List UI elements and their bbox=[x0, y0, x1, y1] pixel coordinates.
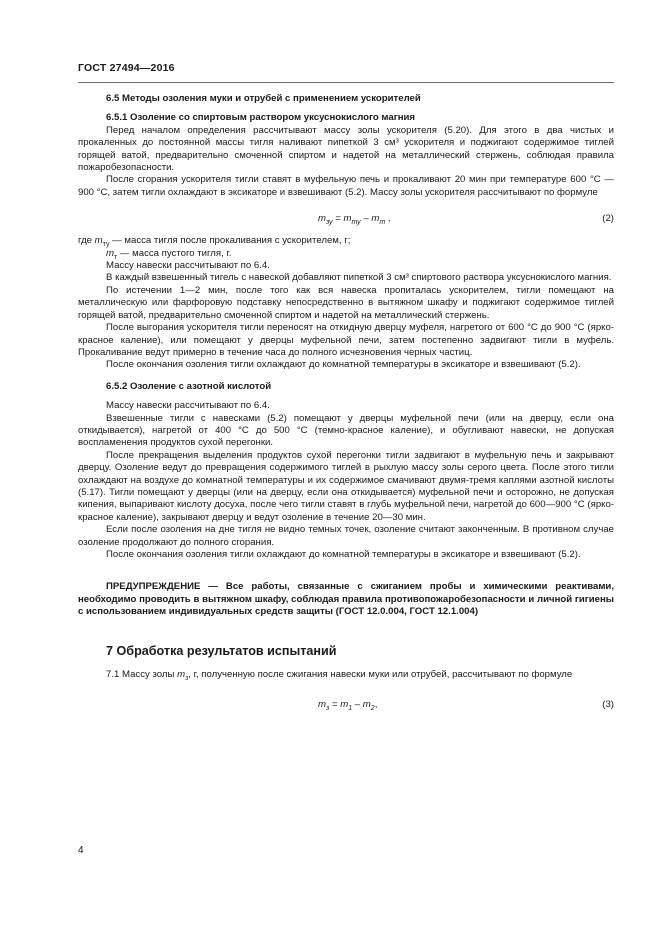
safety-warning: ПРЕДУПРЕЖДЕНИЕ — Все работы, связанные с сжиганием пробы и химическими реактивами, необходимо проводить в вытяжном шкафу, соблюдая правила противопожаробезопасности и личной гигиены с использованием индивидуальных средств защиты (ГОСТ 12.0.004, ГОСТ 12.1.004) bbox=[78, 581, 614, 618]
section-7-title: 7 Обработка результатов испытаний bbox=[106, 643, 337, 658]
paragraph: Перед началом определения рассчитывают массу золы ускорителя (5.20). Для этого в два чистых и прокаленных до постоянной массы тигля наливают пипеткой 3 см³ ускорителя и поджигают содержимое тиглей горящей ватой, предварительно смоченной спиртом и надетой на металлический стержень, соблюдая правила пожаробезопасности. bbox=[78, 124, 614, 174]
formula-2 bbox=[78, 213, 614, 225]
formula-number: (3) bbox=[602, 699, 614, 711]
formula-number: (2) bbox=[602, 213, 614, 225]
section-6-5-2-title: 6.5.2 Озоление с азотной кислотой bbox=[106, 380, 272, 392]
paragraph: После окончания озоления тигли охлаждают до комнатной температуры в эксикаторе и взвешивают (5.2). bbox=[106, 549, 581, 560]
formula-expression: $m_з = m_1 - m_2$, bbox=[318, 699, 378, 713]
paragraph: Если после озоления на дне тигля не видно темных точек, озоление считают законченным. В противном случае озоление продолжают до полного сгорания. bbox=[78, 524, 614, 548]
paragraph-7-1: 7.1 Массу золы $m_з$, г, полученную после сжигания навески муки или отрубей, рассчитывают по формуле bbox=[106, 669, 573, 682]
section-6-5-1-title: 6.5.1 Озоление со спиртовым раствором уксуснокислого магния bbox=[106, 112, 416, 124]
where-line-2: $m_т$ — масса пустого тигля, г. bbox=[106, 247, 232, 261]
document-body bbox=[78, 93, 614, 721]
page-number: 4 bbox=[78, 845, 84, 856]
paragraph: После прекращения выделения продуктов сухой перегонки тигли задвигают в муфельную печь и закрывают дверцу. Озоление ведут до превращения содержимого тиглей в рыхлую массу золы серого цвета. После этого тигли охлаждают на воздухе до комнатной температуры и их содержимое смачивают двумя-тремя каплями азотной кислоты (5.17). Тигли помещают у дверцы (или на дверцу, если она откидывается) муфельной печи и осторожно, не допуская кипения, выпаривают кислоту досуха, после чего тигли ставят в глубь муфельной печи, нагретой до 600—900 °C (ярко-красное каление), закрывают дверцу и ведут озоление в течение 20—30 мин. bbox=[78, 449, 614, 523]
formula-expression: $m_{зу} = m_{ту} - m_т$ , bbox=[318, 213, 391, 227]
where-line-1: где $m_{ту}$ — масса тигля после прокаливания с ускорителем, г; bbox=[78, 235, 351, 249]
paragraph: Массу навески рассчитывают по 6.4. bbox=[106, 260, 270, 272]
section-6-5-title: 6.5 Методы озоления муки и отрубей с применением ускорителей bbox=[106, 93, 421, 104]
paragraph: После выгорания ускорителя тигли переносят на откидную дверцу муфеля, нагретого от 600 °C до 900 °C (ярко-красное каление), или помещают у дверцы муфельной печи, затем постепенно задвигают тигли в муфель. Прокаливание ведут примерно в течение часа до полного исчезновения черных частиц. bbox=[78, 322, 614, 358]
paragraph: По истечении 1—2 мин, после того как вся навеска пропиталась ускорителем, тигли помещают на металлическую или фарфоровую подставку непосредственно в вытяжном шкафу и поджигают содержимое тиглей горящей ватой, предварительно смоченной спиртом и надетой на металлический стержень. bbox=[78, 284, 614, 321]
paragraph: После окончания озоления тигли охлаждают до комнатной температуры в эксикаторе и взвешивают (5.2). bbox=[106, 359, 581, 371]
header-rule bbox=[78, 82, 614, 83]
paragraph: После сгорания ускорителя тигли ставят в муфельную печь и прокаливают 20 мин при температуре 600 °C — 900 °C, затем тигли охлаждают в эксикаторе и взвешивают (5.2). Массу золы ускорителя рассчитывают по формуле bbox=[78, 174, 614, 198]
paragraph: Массу навески рассчитывают по 6.4. bbox=[106, 400, 270, 412]
standard-header: ГОСТ 27494—2016 bbox=[78, 62, 175, 74]
paragraph: В каждый взвешенный тигель с навеской добавляют пипеткой 3 см³ спиртового раствора уксуснокислого магния. bbox=[106, 272, 612, 284]
paragraph: Взвешенные тигли с навесками (5.2) помещают у дверцы муфельной печи (или на дверцу, если она откидывается), нагретой от 400 °C до 500 °C (темно-красное каление), и обугливают навески, не допуская воспламенения продуктов сухой перегонки. bbox=[78, 412, 614, 449]
formula-3 bbox=[78, 699, 614, 711]
